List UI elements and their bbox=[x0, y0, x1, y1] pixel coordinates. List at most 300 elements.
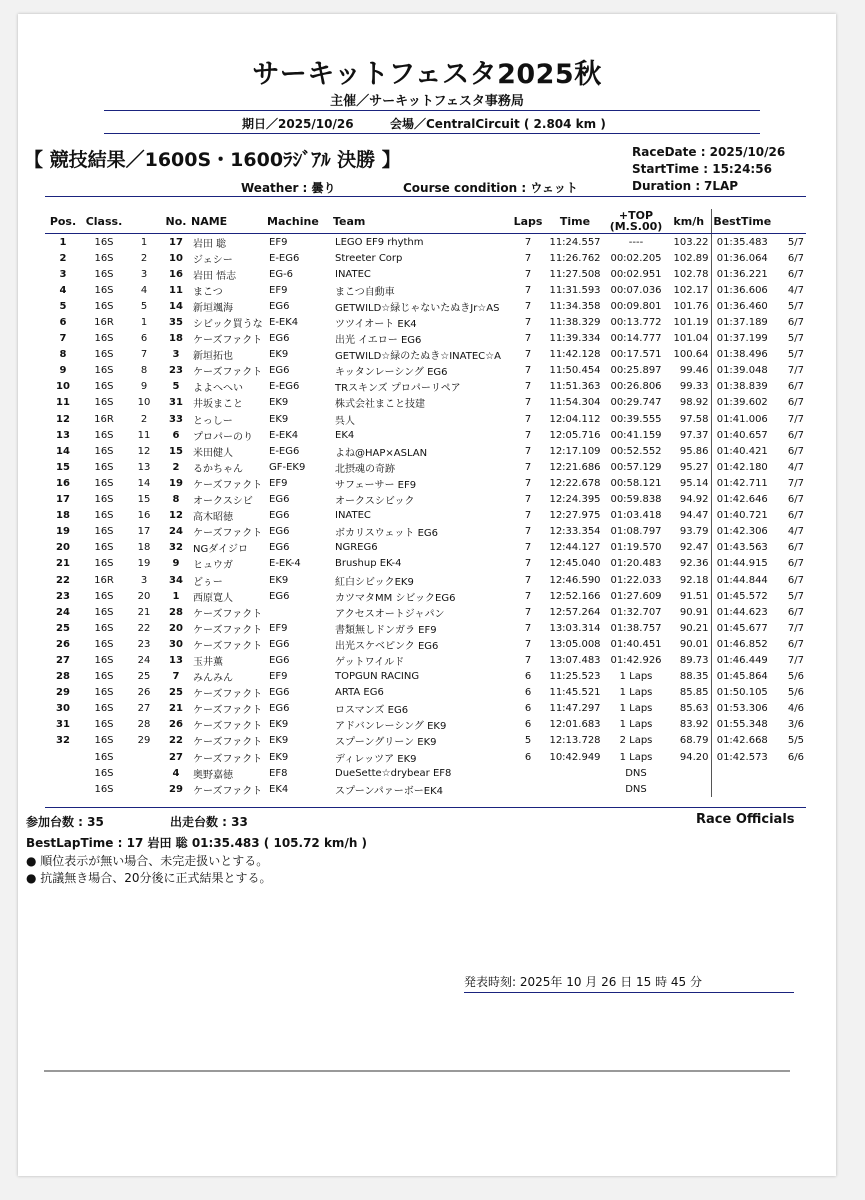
cell-best-lap: 6/7 bbox=[787, 606, 804, 618]
cell-time: 11:38.329 bbox=[549, 317, 601, 329]
cell-machine: EG6 bbox=[269, 510, 290, 522]
cell-class: 16S bbox=[94, 526, 114, 538]
cell-best-time bbox=[711, 765, 773, 781]
cell-class-pos: 2 bbox=[140, 252, 148, 264]
cell-kmh bbox=[667, 781, 711, 797]
cell-class: 16S bbox=[94, 558, 114, 570]
duration-value: 7LAP bbox=[704, 179, 739, 193]
event-title: サーキットフェスタ2025秋 bbox=[252, 59, 602, 90]
cell-kmh: 94.20 bbox=[679, 751, 709, 763]
cell-car-no: 2 bbox=[172, 461, 180, 473]
table-row bbox=[45, 652, 806, 668]
cell-class: 16S bbox=[94, 590, 114, 602]
table-row bbox=[45, 636, 806, 652]
cell-pos: 21 bbox=[56, 558, 70, 570]
cell-class-pos: 4 bbox=[140, 284, 148, 296]
cell-driver-name: NGダイジロ bbox=[193, 544, 249, 556]
cell-laps: 7 bbox=[524, 526, 532, 538]
cell-driver-name: とっしー bbox=[193, 415, 233, 427]
cell-class-pos: 16 bbox=[137, 510, 151, 522]
table-row bbox=[45, 540, 806, 556]
cell-driver-name: ケーズファクト bbox=[193, 737, 263, 749]
cell-class-pos: 8 bbox=[140, 365, 148, 377]
cell-class: 16S bbox=[94, 622, 114, 634]
cell-machine: E-EG6 bbox=[269, 381, 300, 393]
cell-car-no: 1 bbox=[172, 590, 180, 602]
note-unranked: ● 順位表示が無い場合、未完走扱いとする。 bbox=[26, 854, 269, 868]
cell-best-lap: 7/7 bbox=[787, 413, 804, 425]
cell-machine: EG6 bbox=[269, 300, 290, 312]
cell-team: 紅白シビックEK9 bbox=[335, 576, 414, 588]
table-row bbox=[45, 282, 806, 298]
cell-best-lap: 5/7 bbox=[787, 333, 804, 345]
cell-best-lap: 6/7 bbox=[787, 317, 804, 329]
header-top-line1: +TOP bbox=[618, 209, 654, 222]
cell-machine: EK9 bbox=[269, 751, 289, 763]
cell-class-pos: 17 bbox=[137, 526, 151, 538]
cell-gap: 00:07.036 bbox=[610, 284, 662, 296]
cell-driver-name: ケーズファクト bbox=[193, 705, 263, 717]
cell-class-pos: 19 bbox=[137, 558, 151, 570]
cell-best-lap: 4/7 bbox=[787, 461, 804, 473]
cell-best-lap bbox=[773, 781, 806, 797]
cell-class-pos: 11 bbox=[137, 429, 151, 441]
cell-time: 13:05.008 bbox=[549, 638, 601, 650]
cell-team: 出光スケベピンク EG6 bbox=[335, 640, 439, 652]
cell-pos: 2 bbox=[59, 252, 67, 264]
cell-best-time: 01:45.677 bbox=[711, 620, 773, 636]
cell-best-time: 01:36.460 bbox=[711, 298, 773, 314]
cell-gap: 00:25.897 bbox=[610, 365, 662, 377]
cell-pos bbox=[45, 749, 81, 765]
cell-kmh: 94.92 bbox=[679, 494, 709, 506]
table-row bbox=[45, 411, 806, 427]
cell-car-no: 30 bbox=[169, 638, 183, 650]
cell-pos bbox=[45, 781, 81, 797]
table-row bbox=[45, 604, 806, 620]
cell-kmh: 102.78 bbox=[673, 268, 709, 280]
cell-team: アドバンレーシング EK9 bbox=[335, 721, 447, 733]
cell-car-no: 11 bbox=[169, 284, 183, 296]
cell-gap: 01:32.707 bbox=[610, 606, 662, 618]
cell-car-no: 25 bbox=[169, 687, 183, 699]
cell-car-no: 9 bbox=[172, 558, 180, 570]
cell-driver-name: るかちゃん bbox=[193, 463, 243, 475]
cell-team: DueSette☆drybear EF8 bbox=[335, 767, 452, 779]
cell-time: 12:52.166 bbox=[549, 590, 601, 602]
cell-class: 16S bbox=[94, 767, 114, 779]
cell-best-lap: 6/7 bbox=[787, 558, 804, 570]
cell-pos: 13 bbox=[56, 429, 70, 441]
cell-time: 12:13.728 bbox=[549, 735, 601, 747]
table-row bbox=[45, 620, 806, 636]
cell-class: 16S bbox=[94, 654, 114, 666]
cell-kmh: 68.79 bbox=[679, 735, 709, 747]
cell-gap: 1 Laps bbox=[619, 719, 653, 731]
cell-team: ARTA EG6 bbox=[335, 687, 384, 699]
table-row bbox=[45, 765, 806, 781]
cell-driver-name: みんみん bbox=[193, 673, 233, 685]
cell-best-time: 01:37.199 bbox=[711, 331, 773, 347]
table-row bbox=[45, 459, 806, 475]
header-team: Team bbox=[333, 209, 511, 234]
cell-machine: EK9 bbox=[269, 349, 289, 361]
cell-team: スプーングリーン EK9 bbox=[335, 737, 437, 749]
cell-time bbox=[545, 781, 605, 797]
cell-gap: 01:19.570 bbox=[610, 542, 662, 554]
cell-time: 11:27.508 bbox=[549, 268, 601, 280]
cell-pos: 20 bbox=[56, 542, 70, 554]
cell-team: ボカリスウェット EG6 bbox=[335, 528, 439, 540]
cell-team: ディレッツア EK9 bbox=[335, 753, 417, 765]
cell-gap: 00:14.777 bbox=[610, 333, 662, 345]
cell-gap: 00:26.806 bbox=[610, 381, 662, 393]
cell-machine bbox=[267, 604, 333, 620]
cell-laps: 7 bbox=[524, 638, 532, 650]
cell-kmh: 92.47 bbox=[679, 542, 709, 554]
cell-laps: 6 bbox=[524, 751, 532, 763]
cell-driver-name: オークスシビ bbox=[193, 496, 253, 508]
cell-machine: EK4 bbox=[269, 783, 289, 795]
cell-car-no: 10 bbox=[169, 252, 183, 264]
race-officials: Race Officials bbox=[696, 812, 795, 827]
cell-best-time: 01:39.602 bbox=[711, 395, 773, 411]
cell-gap: 01:03.418 bbox=[610, 510, 662, 522]
cell-class: 16S bbox=[94, 638, 114, 650]
cell-laps: 7 bbox=[524, 429, 532, 441]
cell-best-lap: 6/7 bbox=[787, 510, 804, 522]
cell-pos: 1 bbox=[59, 236, 67, 248]
cell-gap: 00:52.552 bbox=[610, 445, 662, 457]
cell-machine: EK9 bbox=[269, 735, 289, 747]
cell-class: 16S bbox=[94, 397, 114, 409]
cell-team: ツツイオート EK4 bbox=[335, 319, 417, 331]
cell-time: 12:04.112 bbox=[549, 413, 601, 425]
cell-driver-name: ケーズファクト bbox=[193, 624, 263, 636]
cell-class: 16S bbox=[94, 510, 114, 522]
cell-time: 12:46.590 bbox=[549, 574, 601, 586]
cell-laps: 7 bbox=[524, 654, 532, 666]
cell-team: TOPGUN RACING bbox=[335, 671, 420, 683]
cell-class-pos: 14 bbox=[137, 477, 151, 489]
cell-best-time: 01:40.421 bbox=[711, 443, 773, 459]
cell-car-no: 31 bbox=[169, 397, 183, 409]
cell-kmh: 93.79 bbox=[679, 526, 709, 538]
cell-gap: 00:29.747 bbox=[610, 397, 662, 409]
cell-driver-name: ケーズファクト bbox=[193, 335, 263, 347]
cell-pos: 29 bbox=[56, 687, 70, 699]
cell-time: 11:31.593 bbox=[549, 284, 601, 296]
cell-time: 11:39.334 bbox=[549, 333, 601, 345]
cell-team: GETWILD☆緑のたぬき☆INATEC☆A bbox=[335, 351, 501, 363]
cell-pos bbox=[45, 765, 81, 781]
cell-best-lap: 6/7 bbox=[787, 445, 804, 457]
cell-laps: 7 bbox=[524, 445, 532, 457]
cell-car-no: 7 bbox=[172, 671, 180, 683]
cell-pos: 4 bbox=[59, 284, 67, 296]
cell-kmh: 85.63 bbox=[679, 703, 709, 715]
cell-kmh: 91.51 bbox=[679, 590, 709, 602]
table-row bbox=[45, 749, 806, 765]
cell-time: 10:42.949 bbox=[549, 751, 601, 763]
cell-time: 12:45.040 bbox=[549, 558, 601, 570]
table-row bbox=[45, 556, 806, 572]
cell-class-pos: 10 bbox=[137, 397, 151, 409]
cell-laps: 7 bbox=[524, 284, 532, 296]
cell-kmh: 90.01 bbox=[679, 638, 709, 650]
cell-laps: 7 bbox=[524, 574, 532, 586]
cell-machine: EG6 bbox=[269, 590, 290, 602]
cell-team: サフェーサー EF9 bbox=[335, 479, 417, 491]
cell-pos: 27 bbox=[56, 654, 70, 666]
cell-pos: 11 bbox=[56, 397, 70, 409]
cell-team: カツマタMM シビックEG6 bbox=[335, 592, 456, 604]
cell-best-lap: 6/7 bbox=[787, 494, 804, 506]
header-class-pos bbox=[127, 209, 161, 234]
cell-best-lap: 7/7 bbox=[787, 477, 804, 489]
cell-best-time: 01:42.646 bbox=[711, 492, 773, 508]
cell-best-lap: 5/6 bbox=[787, 671, 804, 683]
cell-gap: 1 Laps bbox=[619, 687, 653, 699]
cell-machine: EG6 bbox=[269, 542, 290, 554]
cell-machine: EG6 bbox=[269, 333, 290, 345]
cell-pos: 24 bbox=[56, 606, 70, 618]
cell-best-lap: 4/7 bbox=[787, 284, 804, 296]
cell-machine: EG6 bbox=[269, 365, 290, 377]
cell-team: 出光 イエロー EG6 bbox=[335, 335, 422, 347]
cell-gap: 00:58.121 bbox=[610, 477, 662, 489]
cell-class: 16S bbox=[94, 236, 114, 248]
cell-team: オークスシビック bbox=[335, 496, 415, 508]
cell-best-lap: 6/7 bbox=[787, 252, 804, 264]
cell-time: 12:05.716 bbox=[549, 429, 601, 441]
cell-time: 13:07.483 bbox=[549, 654, 601, 666]
results-sheet bbox=[18, 14, 836, 1176]
cell-class: 16S bbox=[94, 461, 114, 473]
cell-gap: 01:27.609 bbox=[610, 590, 662, 602]
header-bestlap bbox=[773, 209, 806, 234]
cell-time: 11:24.557 bbox=[549, 236, 601, 248]
cell-car-no: 20 bbox=[169, 622, 183, 634]
cell-class: 16S bbox=[94, 284, 114, 296]
cell-gap: 01:40.451 bbox=[610, 638, 662, 650]
cell-laps: 7 bbox=[524, 349, 532, 361]
header-rule-bottom bbox=[104, 133, 760, 134]
cell-pos: 3 bbox=[59, 268, 67, 280]
cell-car-no: 13 bbox=[169, 654, 183, 666]
cell-class: 16S bbox=[94, 671, 114, 683]
cell-best-time: 01:45.572 bbox=[711, 588, 773, 604]
cell-team: 書類無しドンガラ EF9 bbox=[335, 624, 437, 636]
cell-best-lap: 5/7 bbox=[787, 300, 804, 312]
cell-class-pos: 6 bbox=[140, 333, 148, 345]
table-row bbox=[45, 443, 806, 459]
cell-driver-name: ヒュウガ bbox=[193, 560, 233, 572]
cell-pos: 17 bbox=[56, 494, 70, 506]
cell-best-time: 01:42.180 bbox=[711, 459, 773, 475]
cell-best-time: 01:55.348 bbox=[711, 717, 773, 733]
cell-laps: 7 bbox=[524, 590, 532, 602]
cell-laps: 6 bbox=[524, 687, 532, 699]
cell-best-time: 01:44.844 bbox=[711, 572, 773, 588]
cell-class: 16S bbox=[94, 268, 114, 280]
cell-kmh: 101.19 bbox=[673, 317, 709, 329]
cell-car-no: 5 bbox=[172, 381, 180, 393]
table-rule-bottom bbox=[45, 807, 806, 808]
table-row bbox=[45, 508, 806, 524]
header-no: No. bbox=[161, 209, 191, 234]
cell-time: 12:24.395 bbox=[549, 494, 601, 506]
cell-class-pos: 21 bbox=[137, 606, 151, 618]
cell-laps bbox=[511, 765, 545, 781]
cell-machine: EG6 bbox=[269, 703, 290, 715]
cell-driver-name: ケーズファクト bbox=[193, 640, 263, 652]
cell-laps: 7 bbox=[524, 300, 532, 312]
cell-gap: 01:08.797 bbox=[610, 526, 662, 538]
cell-car-no: 17 bbox=[169, 236, 183, 248]
cell-driver-name: 岩田 悟志 bbox=[193, 270, 237, 282]
cell-class-pos: 13 bbox=[137, 461, 151, 473]
cell-class-pos: 26 bbox=[137, 687, 151, 699]
cell-machine: EK9 bbox=[269, 719, 289, 731]
cell-pos: 25 bbox=[56, 622, 70, 634]
cell-time bbox=[545, 765, 605, 781]
cell-pos: 31 bbox=[56, 719, 70, 731]
cell-laps: 7 bbox=[524, 317, 532, 329]
header-time: Time bbox=[545, 209, 605, 234]
cell-time: 12:44.127 bbox=[549, 542, 601, 554]
cell-car-no: 12 bbox=[169, 510, 183, 522]
cell-driver-name: ケーズファクト bbox=[193, 753, 263, 765]
cell-kmh: 100.64 bbox=[673, 349, 709, 361]
table-row bbox=[45, 475, 806, 491]
cell-class-pos: 1 bbox=[140, 317, 148, 329]
cell-class-pos bbox=[127, 749, 161, 765]
cell-team: 北摂魂の奇跡 bbox=[335, 463, 395, 475]
table-row bbox=[45, 234, 806, 251]
cell-laps: 7 bbox=[524, 542, 532, 554]
cell-laps: 7 bbox=[524, 558, 532, 570]
cell-best-lap: 7/7 bbox=[787, 654, 804, 666]
organizer-text: 主催／サーキットフェスタ事務局 bbox=[330, 94, 524, 109]
cell-team: LEGO EF9 rhythm bbox=[335, 236, 424, 248]
table-row bbox=[45, 524, 806, 540]
cell-gap: 01:38.757 bbox=[610, 622, 662, 634]
cell-best-lap: 7/7 bbox=[787, 622, 804, 634]
cell-laps: 7 bbox=[524, 397, 532, 409]
cell-machine: EG-6 bbox=[269, 268, 294, 280]
cell-machine: E-EG6 bbox=[269, 445, 300, 457]
cell-kmh bbox=[667, 765, 711, 781]
cell-machine: EG6 bbox=[269, 526, 290, 538]
cell-pos: 19 bbox=[56, 526, 70, 538]
cell-best-lap: 6/7 bbox=[787, 268, 804, 280]
race-title: 【 競技結果／1600S・1600ﾗｼﾞｱﾙ 決勝 】 bbox=[24, 149, 401, 171]
cell-machine: GF-EK9 bbox=[269, 461, 306, 473]
table-row bbox=[45, 717, 806, 733]
cell-driver-name: 岩田 聡 bbox=[193, 238, 227, 250]
cell-kmh: 97.37 bbox=[679, 429, 709, 441]
cell-laps: 7 bbox=[524, 365, 532, 377]
cell-laps: 6 bbox=[524, 703, 532, 715]
cell-best-lap: 7/7 bbox=[787, 365, 804, 377]
cell-time: 11:45.521 bbox=[549, 687, 601, 699]
cell-best-time: 01:41.006 bbox=[711, 411, 773, 427]
cell-gap: 00:39.555 bbox=[610, 413, 662, 425]
cell-pos: 26 bbox=[56, 638, 70, 650]
cell-time: 12:21.686 bbox=[549, 461, 601, 473]
table-row bbox=[45, 266, 806, 282]
cell-team: TRスキンズ プロパーリペア bbox=[335, 383, 461, 395]
cell-class: 16S bbox=[94, 687, 114, 699]
cell-kmh: 92.36 bbox=[679, 558, 709, 570]
cell-car-no: 3 bbox=[172, 349, 180, 361]
cell-driver-name: ケーズファクト bbox=[193, 367, 263, 379]
cell-gap: 00:57.129 bbox=[610, 461, 662, 473]
cell-best-lap: 5/6 bbox=[787, 687, 804, 699]
cell-machine: EK9 bbox=[269, 413, 289, 425]
cell-kmh: 92.18 bbox=[679, 574, 709, 586]
cell-car-no: 6 bbox=[172, 429, 180, 441]
cell-kmh: 94.47 bbox=[679, 510, 709, 522]
cell-laps: 7 bbox=[524, 494, 532, 506]
cell-best-time: 01:42.573 bbox=[711, 749, 773, 765]
cell-best-lap bbox=[773, 765, 806, 781]
cell-best-time bbox=[711, 781, 773, 797]
cell-driver-name: 新垣颯海 bbox=[193, 302, 233, 314]
cell-class: 16S bbox=[94, 333, 114, 345]
cell-best-lap: 6/6 bbox=[787, 751, 804, 763]
cell-class-pos: 1 bbox=[140, 236, 148, 248]
cell-kmh: 88.35 bbox=[679, 671, 709, 683]
table-row bbox=[45, 588, 806, 604]
cell-team: NGREG6 bbox=[335, 542, 378, 554]
cell-time: 12:27.975 bbox=[549, 510, 601, 522]
cell-class-pos: 23 bbox=[137, 638, 151, 650]
cell-time: 12:22.678 bbox=[549, 477, 601, 489]
cell-best-time: 01:42.668 bbox=[711, 733, 773, 749]
cell-pos: 18 bbox=[56, 510, 70, 522]
cell-pos: 30 bbox=[56, 703, 70, 715]
cell-driver-name: 西原寛人 bbox=[193, 592, 233, 604]
cell-class: 16S bbox=[94, 703, 114, 715]
cell-class-pos: 9 bbox=[140, 381, 148, 393]
cell-gap: 00:41.159 bbox=[610, 429, 662, 441]
cell-best-lap: 6/7 bbox=[787, 542, 804, 554]
cell-laps: 5 bbox=[524, 735, 532, 747]
cell-time: 11:26.762 bbox=[549, 252, 601, 264]
cell-gap: 1 Laps bbox=[619, 751, 653, 763]
cell-best-time: 01:40.721 bbox=[711, 508, 773, 524]
cell-best-time: 01:40.657 bbox=[711, 427, 773, 443]
cell-class-pos: 25 bbox=[137, 671, 151, 683]
cell-car-no: 23 bbox=[169, 365, 183, 377]
cell-car-no: 24 bbox=[169, 526, 183, 538]
cell-time: 11:42.128 bbox=[549, 349, 601, 361]
cell-time: 13:03.314 bbox=[549, 622, 601, 634]
cell-class: 16S bbox=[94, 735, 114, 747]
cell-gap: 1 Laps bbox=[619, 703, 653, 715]
cell-best-lap: 6/7 bbox=[787, 429, 804, 441]
cell-machine: E-EK-4 bbox=[269, 558, 301, 570]
table-row bbox=[45, 701, 806, 717]
cell-best-lap: 5/7 bbox=[787, 590, 804, 602]
cell-time: 12:57.264 bbox=[549, 606, 601, 618]
cell-best-time: 01:44.623 bbox=[711, 604, 773, 620]
cell-class-pos: 28 bbox=[137, 719, 151, 731]
cell-kmh: 95.27 bbox=[679, 461, 709, 473]
cell-driver-name: プロパーのり bbox=[193, 431, 253, 443]
